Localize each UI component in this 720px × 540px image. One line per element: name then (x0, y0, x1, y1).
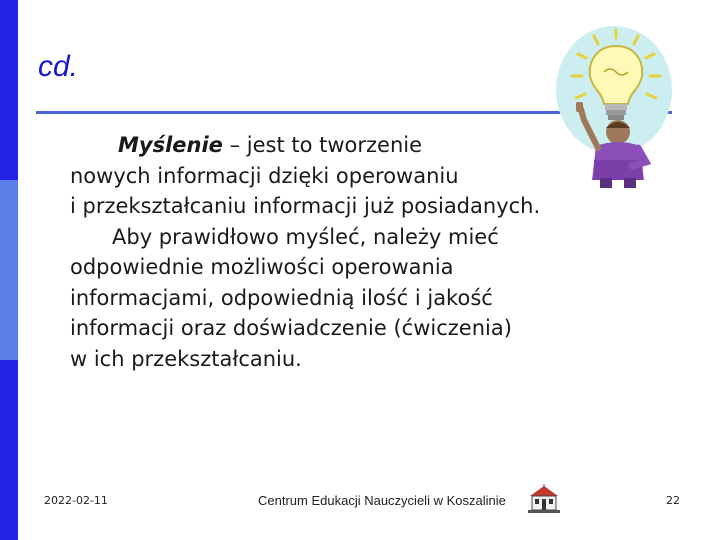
paragraph-1-line-2: nowych informacji dzięki operowaniu (70, 163, 459, 188)
paragraph-1-line-1 (70, 130, 630, 161)
page-number: 22 (666, 494, 680, 507)
paragraph-2-line-5: w ich przekształcaniu. (70, 346, 302, 371)
slide-title: cd. (38, 50, 79, 83)
paragraph-2-line-1: Aby prawidłowo myśleć, należy mieć (112, 224, 499, 249)
school-building-logo-icon (526, 484, 562, 516)
left-accent-bar-bottom (0, 360, 18, 540)
paragraph-1-line-3: i przekształcaniu informacji już posiadanych. (70, 194, 541, 218)
footer-date: 2022-02-11 (44, 494, 108, 507)
keyword-mysłenie: Myślenie (118, 133, 223, 157)
paragraph-2-line-2: odpowiednie możliwości operowania (70, 255, 454, 279)
left-accent-bar-top (0, 0, 18, 180)
slide-body (70, 130, 630, 374)
left-accent-bar-middle (0, 180, 18, 360)
paragraph-2-line-3: informacjami, odpowiednią ilość i jakość (70, 285, 493, 310)
paragraph-1-line-1-rest: – jest to tworzenie (222, 133, 423, 157)
paragraph-2-line-4: informacji oraz doświadczenie (ćwiczenia) (70, 316, 512, 340)
footer-institution: Centrum Edukacji Nauczycieli w Koszalinie (258, 493, 506, 508)
